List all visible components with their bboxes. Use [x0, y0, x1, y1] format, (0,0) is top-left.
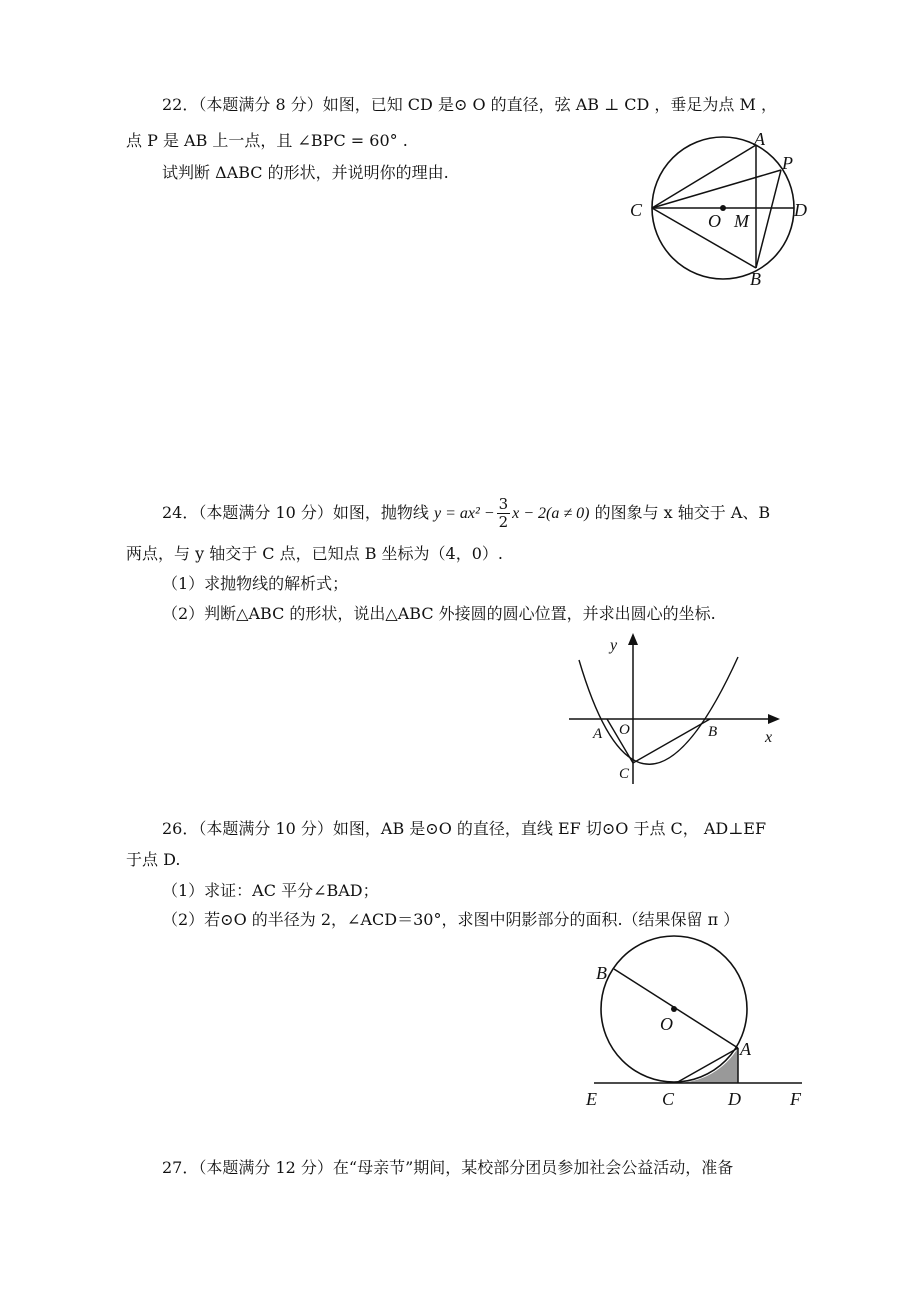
- q26-label-b: B: [596, 963, 607, 983]
- q26-label-d: D: [728, 1089, 741, 1109]
- q24-equation-pre: y = ax² −: [434, 505, 495, 522]
- q24-label-o: O: [619, 722, 630, 738]
- q26-label-c: C: [662, 1089, 675, 1109]
- q24-y-arrow: [628, 633, 638, 645]
- q22-label-b: B: [750, 269, 761, 289]
- q26-label-a: A: [740, 1039, 751, 1059]
- q26-tangent-figure: [580, 935, 810, 1115]
- q26-line2: 于点 D.: [126, 850, 181, 869]
- q24-fraction-den: 2: [498, 513, 509, 531]
- q24-label-x: x: [765, 729, 773, 746]
- q22-line2: 点 P 是 AB 上一点，且 ∠BPC = 60° .: [126, 131, 408, 150]
- q22-circle-figure: [620, 125, 820, 295]
- q22-label-c: C: [630, 200, 643, 220]
- q22-segment-cp: [652, 170, 781, 208]
- q24-x-arrow: [768, 714, 780, 724]
- q24-label-a: A: [593, 726, 603, 742]
- q27-line1: 27．（本题满分 12 分）在“母亲节”期间，某校部分团员参加社会公益活动，准备: [162, 1158, 734, 1177]
- q26-label-e: E: [586, 1089, 597, 1109]
- q22-line3: 试判断 ΔABC 的形状，并说明你的理由.: [162, 163, 449, 182]
- q24-label-y: y: [610, 637, 618, 654]
- q26-part1: （1）求证：AC 平分∠BAD；: [162, 881, 379, 900]
- q24-fraction: [497, 496, 511, 531]
- q24-fraction-num: 3: [498, 495, 509, 513]
- q24-equation-post: x − 2(a ≠ 0): [512, 505, 590, 522]
- q24-line1-prefix: 24．（本题满分 10 分）如图，抛物线: [162, 503, 429, 522]
- q24-line1: [162, 495, 770, 532]
- q22-label-o: O: [708, 211, 721, 231]
- q24-line2: 两点，与 y 轴交于 C 点，已知点 B 坐标为（4，0）.: [126, 544, 504, 563]
- q22-label-d: D: [794, 200, 807, 220]
- q22-label-a: A: [754, 129, 765, 149]
- q22-segment-ca: [652, 145, 756, 208]
- q24-part2: （2）判断△ABC 的形状，说出△ABC 外接圆的圆心位置，并求出圆心的坐标.: [162, 604, 716, 623]
- q26-center-dot: [671, 1006, 677, 1012]
- q26-label-f: F: [790, 1089, 801, 1109]
- q24-part1: （1）求抛物线的解析式；: [162, 574, 349, 593]
- q24-line1-suffix: 的图象与 x 轴交于 A、B: [594, 503, 771, 522]
- q24-label-c: C: [619, 766, 630, 782]
- q22-line1: 22．（本题满分 8 分）如图，已知 CD 是⊙ O 的直径，弦 AB ⊥ CD ，垂足为点 M ，: [162, 95, 777, 114]
- q22-label-p: P: [782, 153, 793, 173]
- q26-label-o: O: [660, 1014, 673, 1034]
- q24-label-b: B: [708, 724, 718, 740]
- q26-line1: 26．（本题满分 10 分）如图，AB 是⊙O 的直径，直线 EF 切⊙O 于点 C， AD⊥EF: [162, 819, 767, 838]
- q22-label-m: M: [734, 211, 749, 231]
- q24-parabola-figure: [565, 630, 795, 785]
- q26-part2: （2）若⊙O 的半径为 2，∠ACD＝30°，求图中阴影部分的面积.（结果保留 π ）: [162, 910, 740, 929]
